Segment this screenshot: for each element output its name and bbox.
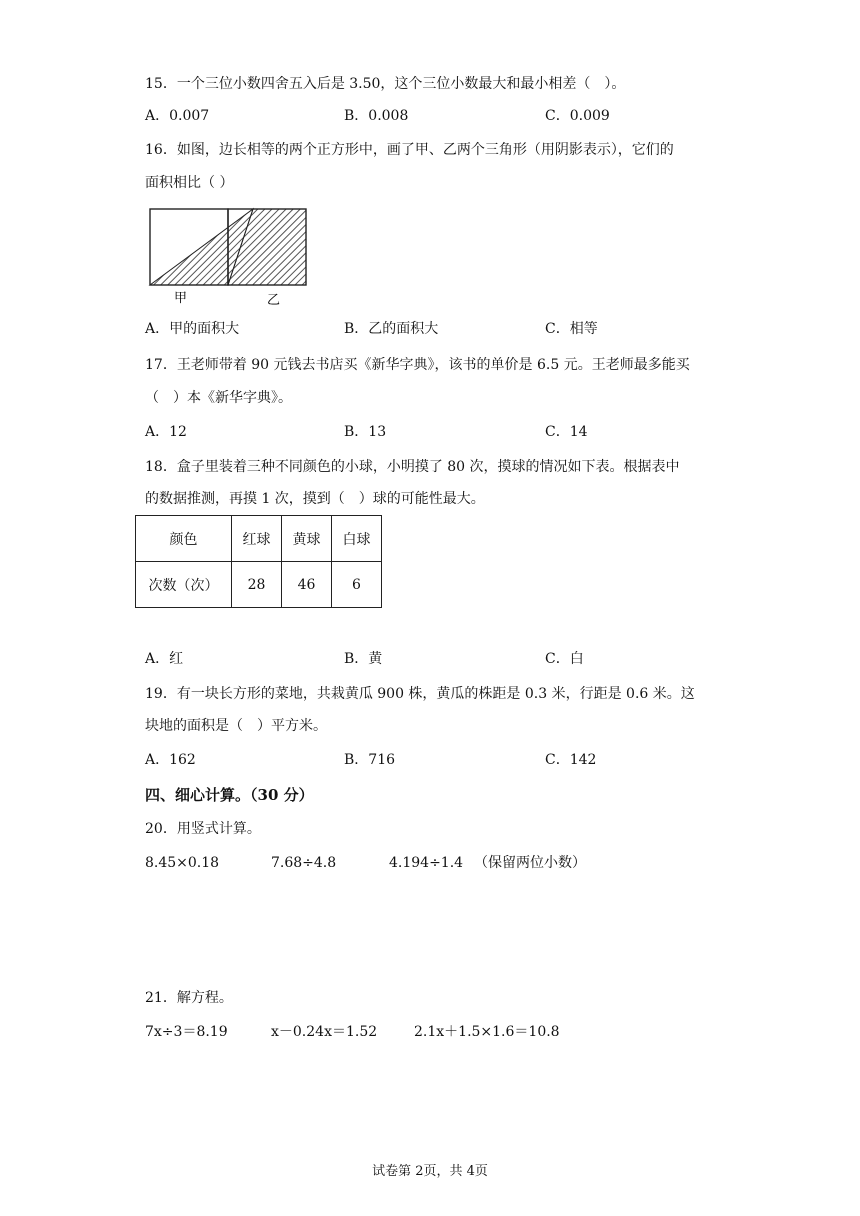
q17-option-b: B．13	[344, 424, 387, 440]
q21-text: 21．解方程。	[145, 990, 233, 1006]
q16-option-b: B．乙的面积大	[344, 321, 439, 337]
q17-text-line2: （ ）本《新华字典》。	[145, 390, 292, 406]
q15-text: 15．一个三位小数四舍五入后是 3.50，这个三位小数最大和最小相差（ ）。	[145, 76, 626, 92]
table-cell: 46	[282, 562, 332, 608]
section-heading: 四、细心计算。（30 分）	[145, 786, 314, 804]
q15-option-a: A．0.007	[145, 108, 210, 124]
q20-expr-3: 4.194÷1.4	[389, 855, 464, 871]
table-cell: 28	[232, 562, 282, 608]
q20-expr-1: 8.45×0.18	[145, 855, 220, 871]
q15-option-b: B．0.008	[344, 108, 409, 124]
page-footer: 试卷第 2页，共 4页	[372, 1164, 488, 1179]
q20-expr-note: （保留两位小数）	[474, 855, 586, 871]
q18-option-c: C．白	[545, 651, 584, 667]
q19-text-line2: 块地的面积是（ ）平方米。	[145, 718, 327, 734]
figure-label-jia: 甲	[174, 291, 188, 306]
q21-equation-3: 2.1x＋1.5×1.6＝10.8	[414, 1024, 560, 1040]
table-header-cell: 颜色	[136, 516, 232, 562]
table-header-cell: 白球	[332, 516, 382, 562]
q19-option-a: A．162	[145, 752, 196, 768]
q19-option-b: B．716	[344, 752, 396, 768]
q16-option-a: A．甲的面积大	[145, 321, 240, 337]
q18-text-line1: 18．盒子里装着三种不同颜色的小球，小明摸了 80 次，摸球的情况如下表。根据表中	[145, 459, 680, 475]
q16-text-line2: 面积相比（ ）	[145, 175, 234, 191]
q18-table	[135, 515, 382, 608]
two-squares-diagram	[147, 206, 317, 306]
q17-option-c: C．14	[545, 424, 588, 440]
figure-label-yi: 乙	[267, 293, 281, 306]
table-row	[136, 562, 382, 608]
q18-option-b: B．黄	[344, 651, 383, 667]
q18-text-line2: 的数据推测，再摸 1 次，摸到（ ）球的可能性最大。	[145, 491, 485, 507]
q20-expr-2: 7.68÷4.8	[271, 855, 337, 871]
table-row	[136, 516, 382, 562]
table-header-cell: 红球	[232, 516, 282, 562]
q21-equation-2: x－0.24x＝1.52	[271, 1024, 378, 1040]
q19-option-c: C．142	[545, 752, 597, 768]
table-header-cell: 黄球	[282, 516, 332, 562]
q16-figure	[147, 206, 317, 310]
q15-option-c: C．0.009	[545, 108, 610, 124]
q19-text-line1: 19．有一块长方形的菜地，共栽黄瓜 900 株，黄瓜的株距是 0.3 米，行距是 0.6 米。这	[145, 686, 695, 702]
q21-equation-1: 7x÷3＝8.19	[145, 1024, 228, 1040]
q18-option-a: A．红	[145, 651, 184, 667]
q17-text-line1: 17．王老师带着 90 元钱去书店买《新华字典》，该书的单价是 6.5 元。王老师最多能买	[145, 357, 690, 373]
table-cell: 6	[332, 562, 382, 608]
q16-text-line1: 16．如图，边长相等的两个正方形中，画了甲、乙两个三角形（用阴影表示），它们的	[145, 142, 674, 158]
q16-option-c: C．相等	[545, 321, 598, 337]
table-cell: 次数（次）	[136, 562, 232, 608]
q17-option-a: A．12	[145, 424, 187, 440]
q20-text: 20．用竖式计算。	[145, 821, 261, 837]
